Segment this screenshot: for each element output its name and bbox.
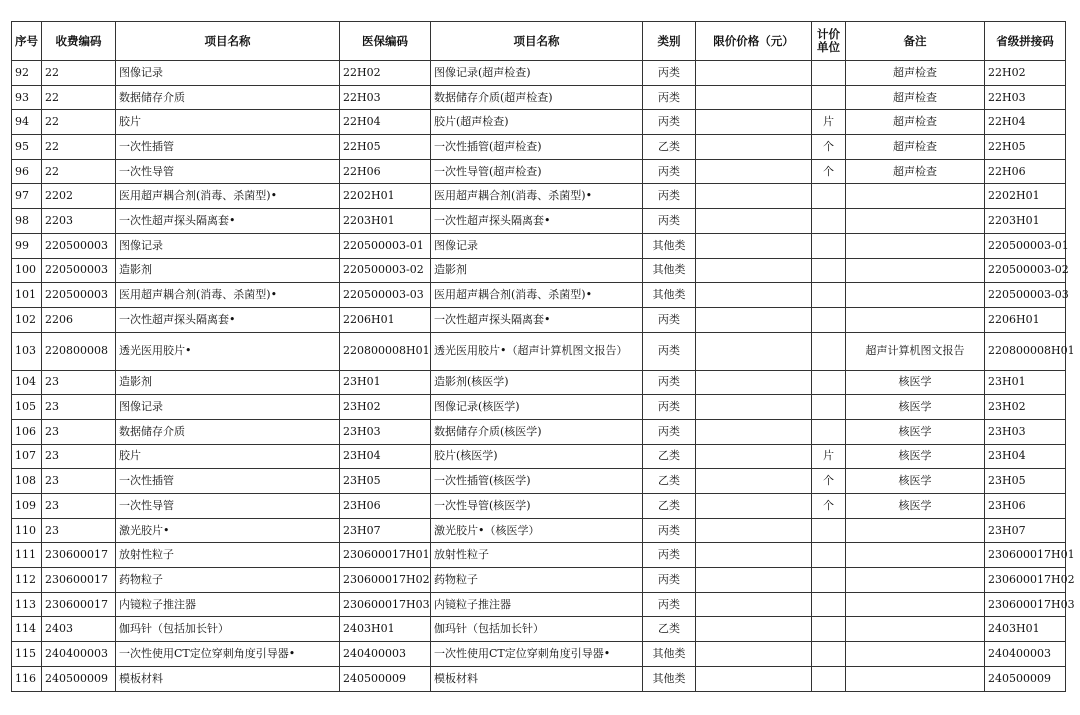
fee-table [11,21,1075,692]
cell-price-limit [696,444,812,469]
cell-remark [846,592,985,617]
cell-fee-code: 22 [42,61,116,86]
cell-fee-code: 23 [42,518,116,543]
cell-index: 100 [12,258,42,283]
cell-item-name: 内镜粒子推注器 [116,592,340,617]
header-province-code: 省级拼接码 [985,22,1066,61]
cell-index: 106 [12,419,42,444]
cell-insurance-item-name: 图像记录(超声检查) [431,61,643,86]
cell-category: 丙类 [643,419,696,444]
cell-item-name: 造影剂 [116,370,340,395]
cell-index: 112 [12,568,42,593]
cell-remark: 核医学 [846,419,985,444]
cell-fee-code: 22 [42,85,116,110]
cell-unit [812,666,846,691]
cell-category: 丙类 [643,543,696,568]
cell-insurance-code: 23H04 [340,444,431,469]
cell-insurance-item-name: 一次性导管(核医学) [431,494,643,519]
cell-item-name: 图像记录 [116,395,340,420]
table-row [12,444,1066,469]
cell-item-name: 胶片 [116,444,340,469]
cell-item-name: 一次性导管 [116,159,340,184]
fee-table-sheet [11,21,1075,692]
cell-price-limit [696,592,812,617]
cell-item-name: 药物粒子 [116,568,340,593]
table-row [12,184,1066,209]
cell-insurance-item-name: 一次性插管(超声检查) [431,135,643,160]
cell-category: 丙类 [643,307,696,332]
cell-insurance-code: 22H02 [340,61,431,86]
cell-item-name: 一次性插管 [116,135,340,160]
cell-price-limit [696,568,812,593]
cell-province-code: 23H04 [985,444,1066,469]
cell-price-limit [696,642,812,667]
cell-unit [812,209,846,234]
cell-insurance-code: 220500003-02 [340,258,431,283]
cell-unit [812,592,846,617]
header-row [12,22,1066,61]
cell-province-code: 22H03 [985,85,1066,110]
cell-price-limit [696,233,812,258]
cell-price-limit [696,494,812,519]
cell-index: 92 [12,61,42,86]
cell-insurance-code: 230600017H02 [340,568,431,593]
header-fee-code: 收费编码 [42,22,116,61]
cell-province-code: 220500003-03 [985,283,1066,308]
table-row [12,642,1066,667]
cell-insurance-item-name: 胶片(核医学) [431,444,643,469]
cell-province-code: 230600017H01 [985,543,1066,568]
cell-index: 102 [12,307,42,332]
cell-province-code: 22H05 [985,135,1066,160]
cell-index: 93 [12,85,42,110]
cell-province-code: 22H02 [985,61,1066,86]
cell-index: 111 [12,543,42,568]
cell-category: 丙类 [643,592,696,617]
table-row [12,543,1066,568]
cell-remark [846,543,985,568]
cell-price-limit [696,307,812,332]
cell-price-limit [696,209,812,234]
cell-fee-code: 240400003 [42,642,116,667]
cell-fee-code: 22 [42,135,116,160]
cell-category: 其他类 [643,283,696,308]
cell-index: 104 [12,370,42,395]
cell-fee-code: 220500003 [42,233,116,258]
cell-item-name: 伽玛针（包括加长针） [116,617,340,642]
cell-category: 丙类 [643,209,696,234]
table-row [12,494,1066,519]
cell-item-name: 放射性粒子 [116,543,340,568]
cell-price-limit [696,85,812,110]
cell-province-code: 230600017H03 [985,592,1066,617]
table-row [12,395,1066,420]
cell-price-limit [696,159,812,184]
cell-item-name: 激光胶片• [116,518,340,543]
table-row [12,568,1066,593]
cell-index: 113 [12,592,42,617]
table-row [12,419,1066,444]
cell-unit: 片 [812,444,846,469]
cell-fee-code: 220500003 [42,258,116,283]
cell-province-code: 2403H01 [985,617,1066,642]
cell-province-code: 23H05 [985,469,1066,494]
table-row [12,666,1066,691]
cell-price-limit [696,666,812,691]
cell-unit: 片 [812,110,846,135]
cell-insurance-item-name: 数据储存介质(超声检查) [431,85,643,110]
cell-category: 乙类 [643,135,696,160]
header-price-limit: 限价价格（元） [696,22,812,61]
cell-fee-code: 23 [42,444,116,469]
table-row [12,110,1066,135]
cell-fee-code: 230600017 [42,592,116,617]
header-insurance-code: 医保编码 [340,22,431,61]
cell-unit [812,568,846,593]
cell-remark: 超声检查 [846,110,985,135]
cell-unit: 个 [812,159,846,184]
cell-unit [812,332,846,370]
table-row [12,258,1066,283]
cell-remark [846,258,985,283]
cell-province-code: 2203H01 [985,209,1066,234]
cell-fee-code: 23 [42,370,116,395]
cell-fee-code: 2403 [42,617,116,642]
cell-fee-code: 2203 [42,209,116,234]
cell-item-name: 模板材料 [116,666,340,691]
cell-remark: 核医学 [846,494,985,519]
cell-insurance-item-name: 一次性超声探头隔离套• [431,307,643,332]
cell-remark: 核医学 [846,469,985,494]
cell-insurance-code: 23H06 [340,494,431,519]
cell-price-limit [696,258,812,283]
cell-price-limit [696,283,812,308]
cell-index: 105 [12,395,42,420]
header-index: 序号 [12,22,42,61]
cell-province-code: 23H06 [985,494,1066,519]
table-row [12,85,1066,110]
cell-remark [846,617,985,642]
table-row [12,307,1066,332]
cell-item-name: 一次性使用CT定位穿刺角度引导器• [116,642,340,667]
cell-unit [812,283,846,308]
cell-unit [812,617,846,642]
cell-insurance-item-name: 数据储存介质(核医学) [431,419,643,444]
cell-province-code: 23H03 [985,419,1066,444]
cell-item-name: 图像记录 [116,61,340,86]
cell-index: 107 [12,444,42,469]
cell-insurance-item-name: 一次性超声探头隔离套• [431,209,643,234]
table-row [12,209,1066,234]
cell-remark [846,666,985,691]
cell-insurance-code: 220500003-01 [340,233,431,258]
cell-category: 乙类 [643,469,696,494]
cell-insurance-code: 23H03 [340,419,431,444]
cell-unit: 个 [812,494,846,519]
cell-insurance-item-name: 药物粒子 [431,568,643,593]
cell-remark: 超声检查 [846,159,985,184]
cell-insurance-item-name: 图像记录(核医学) [431,395,643,420]
cell-category: 丙类 [643,568,696,593]
cell-item-name: 造影剂 [116,258,340,283]
cell-insurance-code: 23H01 [340,370,431,395]
cell-insurance-code: 2206H01 [340,307,431,332]
table-row [12,332,1066,370]
cell-fee-code: 230600017 [42,543,116,568]
table-row [12,592,1066,617]
table-row [12,469,1066,494]
cell-index: 99 [12,233,42,258]
cell-fee-code: 23 [42,395,116,420]
cell-fee-code: 240500009 [42,666,116,691]
cell-unit [812,307,846,332]
cell-index: 101 [12,283,42,308]
cell-price-limit [696,469,812,494]
cell-item-name: 一次性超声探头隔离套• [116,209,340,234]
cell-index: 95 [12,135,42,160]
cell-fee-code: 22 [42,110,116,135]
cell-item-name: 数据储存介质 [116,419,340,444]
cell-unit: 个 [812,469,846,494]
cell-unit [812,642,846,667]
cell-province-code: 22H06 [985,159,1066,184]
cell-unit: 个 [812,135,846,160]
cell-insurance-code: 220500003-03 [340,283,431,308]
cell-fee-code: 230600017 [42,568,116,593]
cell-fee-code: 220500003 [42,283,116,308]
cell-index: 116 [12,666,42,691]
header-remark: 备注 [846,22,985,61]
cell-unit [812,233,846,258]
cell-item-name: 一次性超声探头隔离套• [116,307,340,332]
cell-province-code: 23H01 [985,370,1066,395]
cell-province-code: 23H02 [985,395,1066,420]
cell-item-name: 胶片 [116,110,340,135]
cell-index: 96 [12,159,42,184]
cell-fee-code: 220800008 [42,332,116,370]
table-row [12,233,1066,258]
cell-province-code: 230600017H02 [985,568,1066,593]
cell-index: 98 [12,209,42,234]
cell-remark [846,233,985,258]
cell-index: 103 [12,332,42,370]
cell-fee-code: 23 [42,469,116,494]
cell-province-code: 220500003-01 [985,233,1066,258]
cell-item-name: 数据储存介质 [116,85,340,110]
header-insurance-item-name: 项目名称 [431,22,643,61]
cell-index: 94 [12,110,42,135]
cell-remark [846,283,985,308]
cell-remark [846,518,985,543]
cell-unit [812,61,846,86]
header-unit: 计价单位 [812,22,846,61]
cell-item-name: 图像记录 [116,233,340,258]
cell-province-code: 240400003 [985,642,1066,667]
cell-unit [812,85,846,110]
cell-remark [846,568,985,593]
cell-unit [812,258,846,283]
cell-index: 110 [12,518,42,543]
cell-insurance-code: 22H05 [340,135,431,160]
cell-price-limit [696,135,812,160]
cell-category: 其他类 [643,258,696,283]
cell-price-limit [696,543,812,568]
cell-unit [812,518,846,543]
cell-insurance-code: 2202H01 [340,184,431,209]
cell-insurance-code: 2403H01 [340,617,431,642]
cell-price-limit [696,370,812,395]
table-row [12,283,1066,308]
cell-insurance-code: 22H04 [340,110,431,135]
table-row [12,617,1066,642]
cell-insurance-code: 230600017H03 [340,592,431,617]
cell-price-limit [696,419,812,444]
cell-remark [846,184,985,209]
cell-item-name: 一次性导管 [116,494,340,519]
cell-item-name: 医用超声耦合剂(消毒、杀菌型)• [116,283,340,308]
cell-insurance-code: 22H03 [340,85,431,110]
cell-insurance-item-name: 放射性粒子 [431,543,643,568]
cell-category: 丙类 [643,110,696,135]
cell-remark: 超声计算机图文报告 [846,332,985,370]
cell-unit [812,370,846,395]
cell-fee-code: 23 [42,419,116,444]
cell-insurance-code: 240400003 [340,642,431,667]
cell-insurance-item-name: 胶片(超声检查) [431,110,643,135]
cell-fee-code: 2206 [42,307,116,332]
cell-index: 109 [12,494,42,519]
cell-province-code: 23H07 [985,518,1066,543]
cell-index: 97 [12,184,42,209]
cell-insurance-code: 240500009 [340,666,431,691]
cell-unit [812,543,846,568]
cell-category: 乙类 [643,444,696,469]
cell-insurance-item-name: 造影剂 [431,258,643,283]
cell-insurance-item-name: 一次性插管(核医学) [431,469,643,494]
cell-price-limit [696,332,812,370]
cell-category: 丙类 [643,61,696,86]
cell-unit [812,419,846,444]
cell-category: 丙类 [643,85,696,110]
table-row [12,518,1066,543]
cell-remark: 超声检查 [846,135,985,160]
cell-category: 丙类 [643,159,696,184]
cell-province-code: 2206H01 [985,307,1066,332]
cell-insurance-item-name: 图像记录 [431,233,643,258]
table-row [12,61,1066,86]
cell-remark: 超声检查 [846,61,985,86]
cell-insurance-item-name: 医用超声耦合剂(消毒、杀菌型)• [431,184,643,209]
cell-insurance-code: 23H05 [340,469,431,494]
cell-price-limit [696,110,812,135]
cell-province-code: 22H04 [985,110,1066,135]
cell-index: 115 [12,642,42,667]
cell-remark: 超声检查 [846,85,985,110]
cell-fee-code: 22 [42,159,116,184]
table-row [12,370,1066,395]
cell-insurance-item-name: 内镜粒子推注器 [431,592,643,617]
cell-item-name: 医用超声耦合剂(消毒、杀菌型)• [116,184,340,209]
cell-index: 108 [12,469,42,494]
cell-index: 114 [12,617,42,642]
cell-remark: 核医学 [846,395,985,420]
cell-insurance-item-name: 透光医用胶片•（超声计算机图文报告） [431,332,643,370]
cell-category: 丙类 [643,395,696,420]
cell-insurance-code: 22H06 [340,159,431,184]
cell-province-code: 240500009 [985,666,1066,691]
cell-remark: 核医学 [846,370,985,395]
cell-category: 其他类 [643,642,696,667]
cell-remark [846,642,985,667]
cell-fee-code: 23 [42,494,116,519]
cell-category: 丙类 [643,518,696,543]
cell-insurance-code: 230600017H01 [340,543,431,568]
cell-category: 其他类 [643,666,696,691]
cell-price-limit [696,395,812,420]
cell-insurance-item-name: 模板材料 [431,666,643,691]
cell-insurance-code: 23H07 [340,518,431,543]
cell-price-limit [696,61,812,86]
cell-insurance-item-name: 一次性使用CT定位穿刺角度引导器• [431,642,643,667]
cell-category: 丙类 [643,184,696,209]
cell-unit [812,184,846,209]
cell-unit [812,395,846,420]
header-category: 类别 [643,22,696,61]
cell-province-code: 220500003-02 [985,258,1066,283]
cell-insurance-code: 220800008H01 [340,332,431,370]
cell-price-limit [696,617,812,642]
cell-remark [846,209,985,234]
cell-remark: 核医学 [846,444,985,469]
cell-insurance-code: 2203H01 [340,209,431,234]
cell-item-name: 一次性插管 [116,469,340,494]
cell-category: 乙类 [643,494,696,519]
cell-province-code: 2202H01 [985,184,1066,209]
cell-price-limit [696,184,812,209]
cell-remark [846,307,985,332]
cell-insurance-item-name: 造影剂(核医学) [431,370,643,395]
cell-category: 丙类 [643,370,696,395]
cell-insurance-item-name: 激光胶片•（核医学） [431,518,643,543]
table-row [12,135,1066,160]
cell-insurance-item-name: 伽玛针（包括加长针） [431,617,643,642]
cell-category: 丙类 [643,332,696,370]
cell-insurance-item-name: 一次性导管(超声检查) [431,159,643,184]
table-row [12,159,1066,184]
cell-province-code: 220800008H01 [985,332,1066,370]
cell-insurance-code: 23H02 [340,395,431,420]
cell-category: 乙类 [643,617,696,642]
cell-item-name: 透光医用胶片• [116,332,340,370]
header-item-name: 项目名称 [116,22,340,61]
cell-category: 其他类 [643,233,696,258]
cell-price-limit [696,518,812,543]
cell-fee-code: 2202 [42,184,116,209]
cell-insurance-item-name: 医用超声耦合剂(消毒、杀菌型)• [431,283,643,308]
